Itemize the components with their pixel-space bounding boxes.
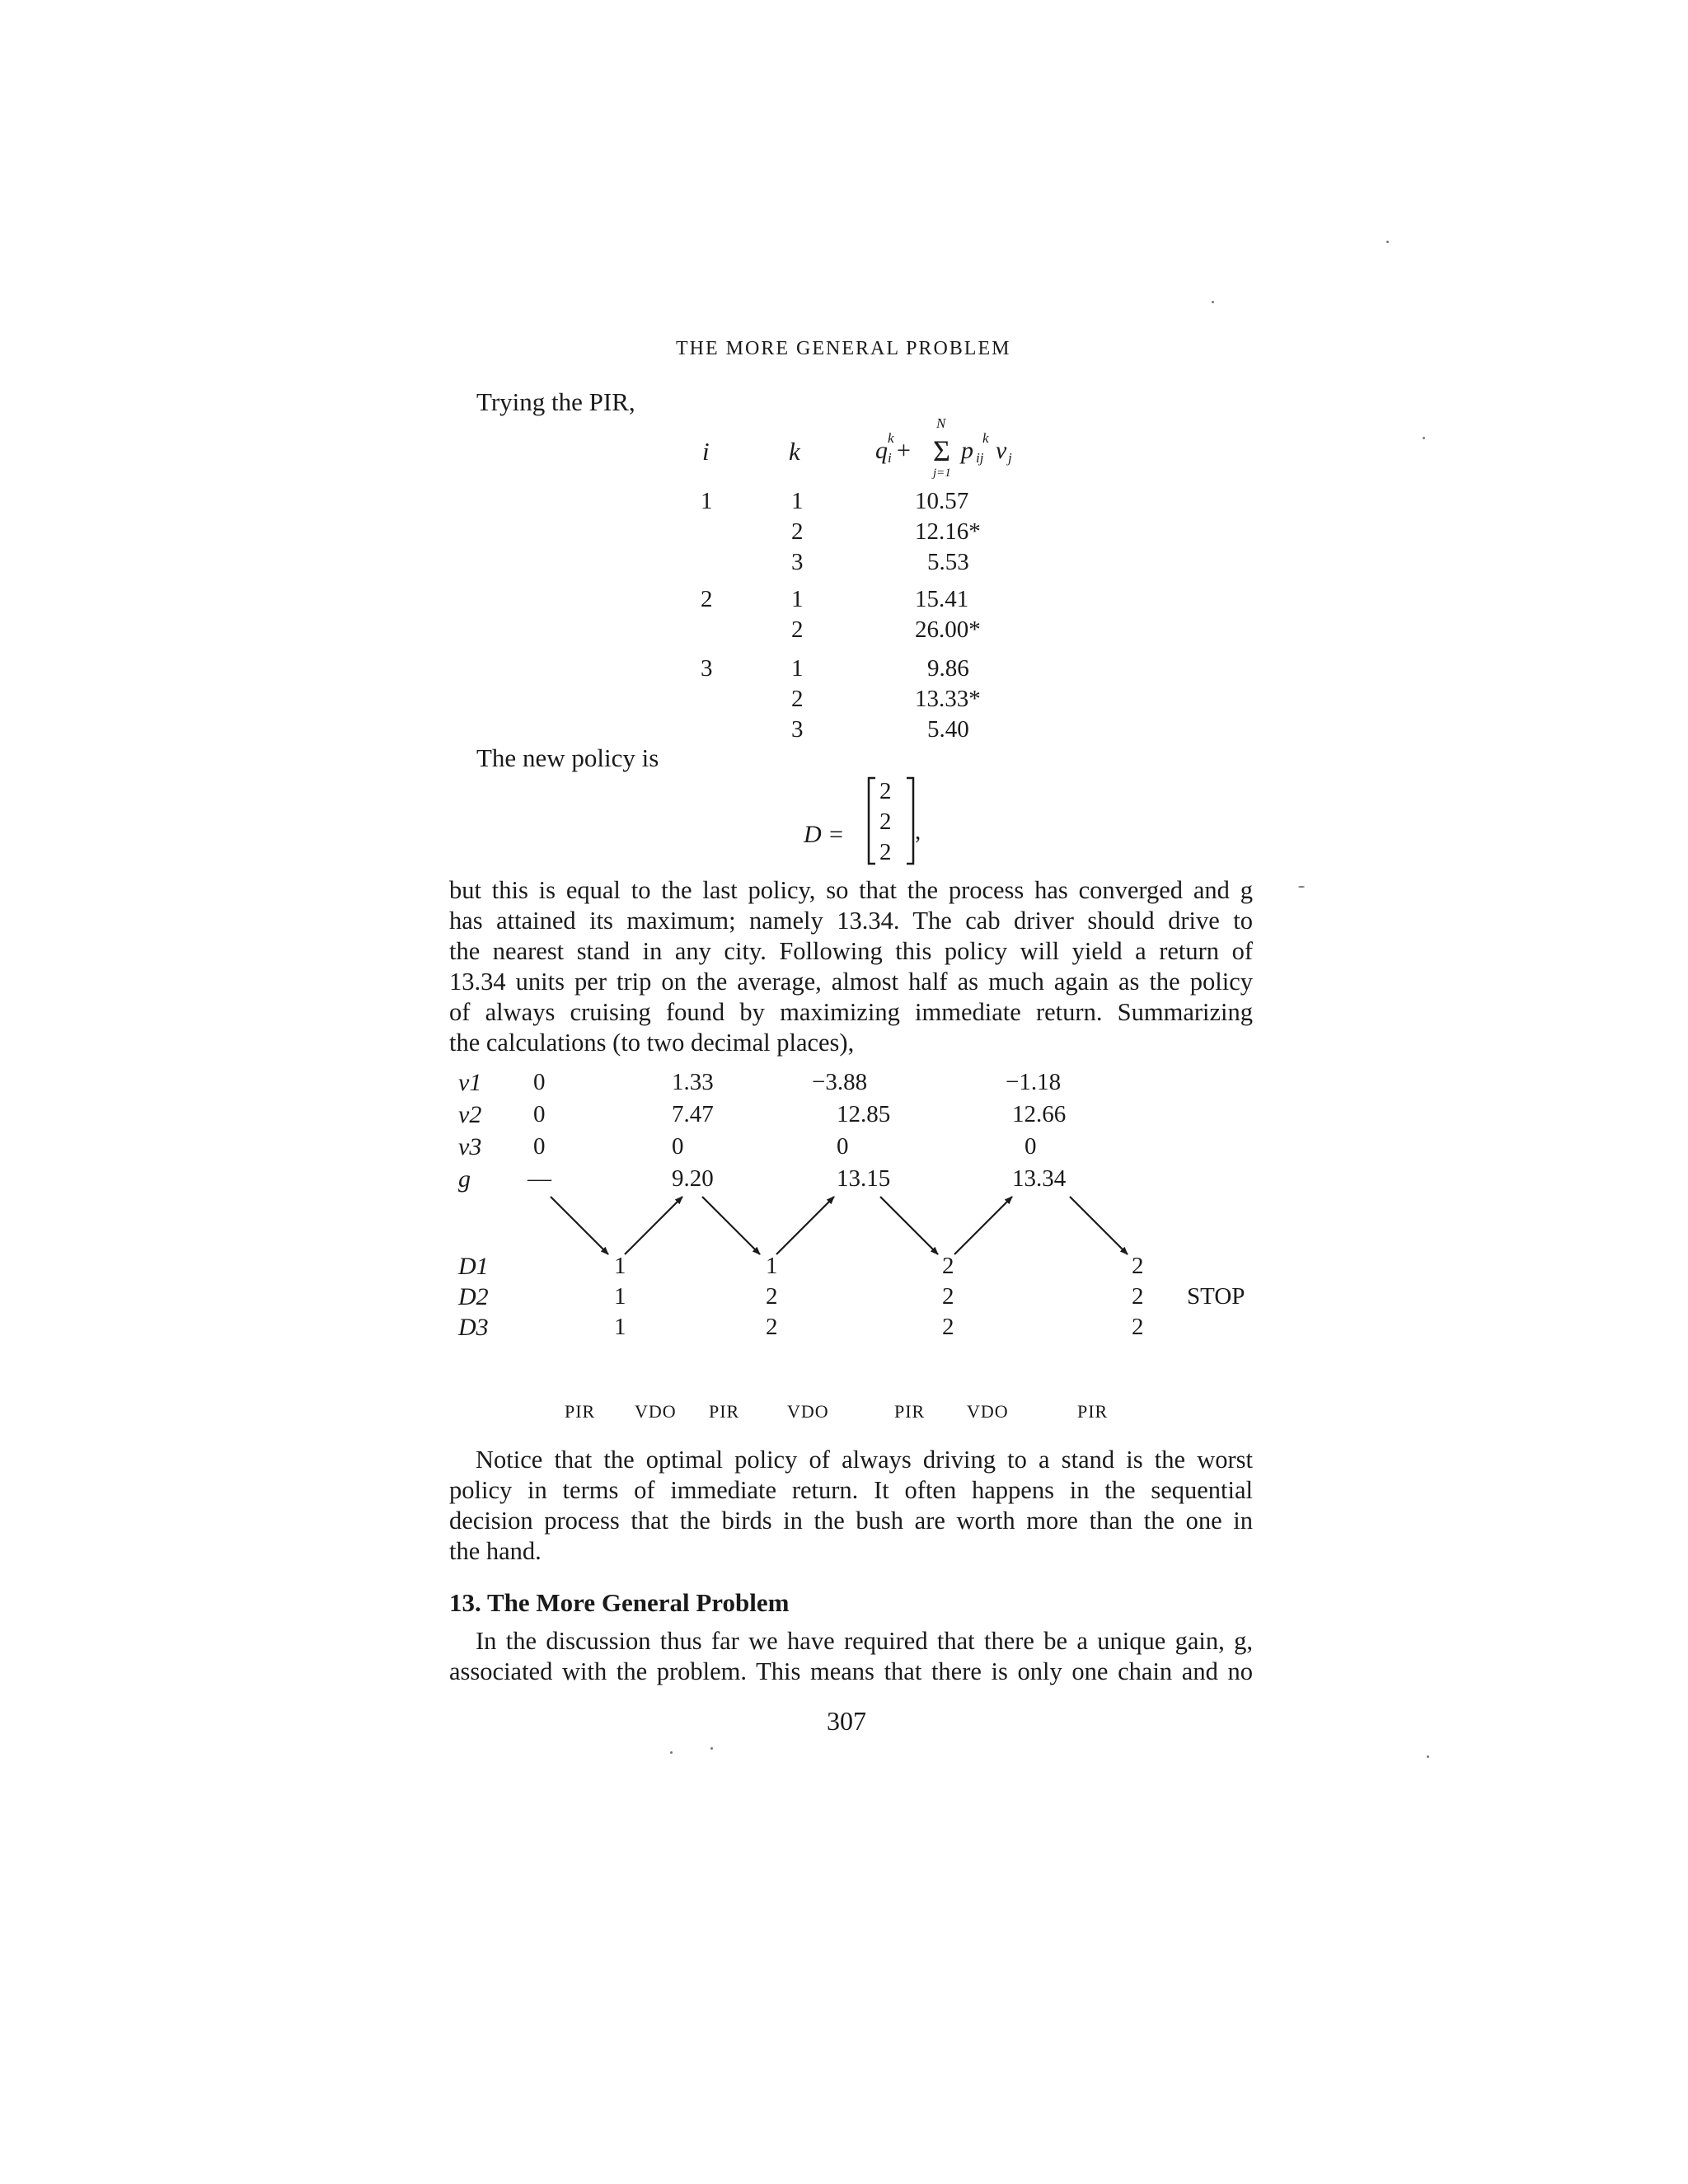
page-number: 307	[827, 1706, 866, 1736]
decision-row-label: D2	[458, 1283, 489, 1310]
decision-cell: 2	[766, 1283, 778, 1310]
value-cell: −3.88	[812, 1069, 868, 1095]
row-k: 2	[791, 518, 804, 545]
row-i: 2	[701, 586, 713, 612]
test-quantity-formula: q k i + Σ N j=1 p ij k v j	[875, 415, 1012, 480]
text-line: but this is equal to the last policy, so that the process has converged and g	[449, 876, 1253, 904]
decision-cell: 2	[1132, 1314, 1144, 1340]
matrix-label: D =	[804, 821, 845, 848]
arrow-down	[702, 1197, 760, 1254]
arrow-down	[551, 1197, 608, 1254]
row-k: 3	[791, 716, 804, 743]
scan-speck	[1427, 1755, 1429, 1758]
matrix-comma: ,	[915, 818, 921, 845]
value-row-label: g	[458, 1165, 471, 1193]
value-cell: 12.66	[1012, 1101, 1067, 1127]
value-cell: 0	[533, 1133, 546, 1160]
value-cell: −1.18	[1006, 1069, 1062, 1095]
text-line: Notice that the optimal policy of always driving to a stand is the worst	[476, 1446, 1253, 1474]
row-k: 1	[791, 488, 804, 514]
value-cell: 0	[533, 1069, 546, 1095]
value-cell: 7.47	[672, 1101, 714, 1127]
row-value: 26.00*	[915, 616, 981, 643]
row-k: 2	[791, 616, 804, 643]
step-label: PIR	[894, 1401, 926, 1422]
matrix-entry: 2	[879, 808, 892, 835]
matrix-entry: 2	[879, 778, 892, 804]
value-row-label: v1	[458, 1069, 482, 1096]
decision-cell: 1	[766, 1253, 778, 1279]
scan-speck	[710, 1747, 713, 1750]
value-cell: 9.20	[672, 1165, 714, 1192]
row-value: 12.16*	[915, 518, 981, 545]
arrow-down	[880, 1197, 938, 1254]
decision-cell: 1	[614, 1283, 626, 1310]
column-header-k: k	[789, 437, 800, 466]
text-line: of always cruising found by maximizing immediate return. Summarizing	[449, 998, 1253, 1026]
decision-row-label: D1	[458, 1253, 489, 1280]
value-cell: 1.33	[672, 1069, 714, 1095]
new-policy-text: The new policy is	[476, 743, 659, 772]
row-value: 5.40	[927, 716, 969, 743]
text-line: the nearest stand in any city. Following this policy will yield a return of	[449, 937, 1253, 965]
text-line: In the discussion thus far we have required that there be a unique gain, g,	[476, 1627, 1253, 1655]
decision-cell: 1	[614, 1253, 626, 1279]
value-row-label: v3	[458, 1133, 482, 1160]
row-k: 1	[791, 586, 804, 612]
row-value: 13.33*	[915, 686, 981, 712]
arrow-down	[1070, 1197, 1128, 1254]
intro-text: Trying the PIR,	[476, 387, 635, 416]
value-cell: 0	[672, 1133, 684, 1160]
arrow-up	[776, 1197, 834, 1254]
value-cell: 13.34	[1012, 1165, 1067, 1192]
decision-cell: 2	[766, 1314, 778, 1340]
decision-cell: 2	[942, 1283, 954, 1310]
value-cell: —	[528, 1165, 551, 1192]
text-line: has attained its maximum; namely 13.34. The cab driver should drive to	[449, 907, 1253, 935]
section-title: 13. The More General Problem	[449, 1588, 790, 1617]
row-k: 3	[791, 549, 804, 575]
row-value: 5.53	[927, 549, 969, 575]
text-line: the hand.	[449, 1537, 542, 1565]
decision-cell: 2	[942, 1253, 954, 1279]
step-label: PIR	[565, 1401, 596, 1422]
arrow-up	[625, 1197, 682, 1254]
running-header: THE MORE GENERAL PROBLEM	[676, 338, 1011, 359]
paragraph-notice	[449, 1445, 1253, 1567]
step-label: VDO	[787, 1401, 829, 1422]
row-value: 15.41	[915, 586, 969, 612]
value-cell: 0	[837, 1133, 849, 1160]
value-cell: 0	[533, 1101, 546, 1127]
decision-row-label: D3	[458, 1314, 489, 1341]
scan-speck	[1386, 241, 1389, 243]
scan-speck	[1212, 301, 1214, 303]
scan-speck	[1298, 886, 1305, 888]
step-label: VDO	[635, 1401, 677, 1422]
value-row-label: v2	[458, 1101, 482, 1128]
matrix-entry: 2	[879, 839, 892, 865]
row-i: 1	[701, 488, 713, 514]
row-value: 9.86	[927, 655, 969, 682]
text-line: associated with the problem. This means that there is only one chain and no	[449, 1657, 1253, 1685]
text-line: the calculations (to two decimal places),	[449, 1029, 855, 1057]
scan-speck	[1423, 437, 1425, 439]
row-k: 2	[791, 686, 804, 712]
scan-speck	[670, 1751, 673, 1754]
decision-cell: 2	[1132, 1253, 1144, 1279]
step-label: PIR	[1077, 1401, 1109, 1422]
text-line: 13.34 units per trip on the average, almost half as much again as the policy	[449, 968, 1253, 996]
decision-cell: 2	[942, 1314, 954, 1340]
value-cell: 13.15	[837, 1165, 891, 1192]
decision-cell: 2	[1132, 1283, 1144, 1310]
text-line: policy in terms of immediate return. It often happens in the sequential	[449, 1476, 1253, 1504]
row-value: 10.57	[915, 488, 969, 514]
column-header-i: i	[702, 437, 710, 466]
text-line: decision process that the birds in the bush are worth more than the one in	[449, 1507, 1253, 1535]
paragraph-general-problem	[449, 1626, 1253, 1687]
step-label: VDO	[967, 1401, 1009, 1422]
row-i: 3	[701, 655, 713, 682]
row-k: 1	[791, 655, 804, 682]
value-cell: 12.85	[837, 1101, 891, 1127]
decision-cell: 1	[614, 1314, 626, 1340]
arrow-up	[954, 1197, 1012, 1254]
value-cell: 0	[1025, 1133, 1037, 1160]
step-label: PIR	[709, 1401, 740, 1422]
stop-label: STOP	[1187, 1283, 1245, 1310]
